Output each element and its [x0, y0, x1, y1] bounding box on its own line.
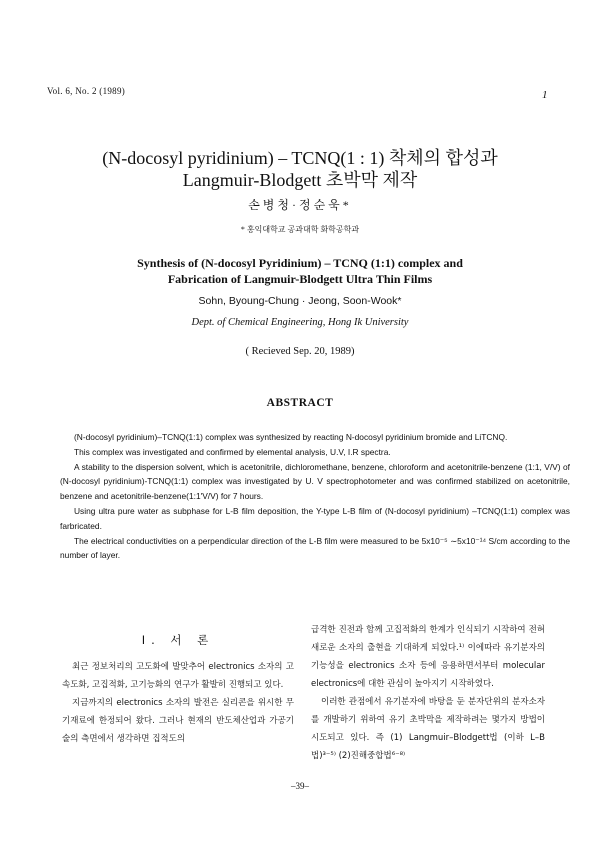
title-en-line2: Fabrication of Langmuir-Blodgett Ultra Thin Films	[167, 272, 433, 286]
affiliation-ko: * 홍익대학교 공과대학 화학공학과	[240, 225, 360, 234]
abstract-paragraph: The electrical conductivities on a perpendicular direction of the L-B film were measured to be 5x10⁻⁵ ∼5x10⁻¹⁴ S/cm according to the number of layer.	[60, 535, 570, 561]
page-marker: 1	[542, 89, 548, 101]
authors-ko: 손병청·정순욱*	[248, 198, 352, 212]
department: Dept. of Chemical Engineering, Hong Ik University	[191, 317, 409, 328]
left-column	[62, 658, 294, 748]
abstract-paragraph: (N-docosyl pyridinium)–TCNQ(1:1) complex was synthesized by reacting N-docosyl pyridinium bromide and LiTCNQ.	[74, 432, 508, 442]
right-column	[311, 621, 545, 765]
received-date: ( Recieved Sep. 20, 1989)	[245, 346, 355, 357]
abstract-body	[60, 430, 570, 563]
title-en-line1: Synthesis of (N-docosyl Pyridinium) – TCNQ (1:1) complex and	[137, 256, 463, 270]
body-paragraph: 지금까지의 electronics 소자의 발전은 실리콘을 위시한 무기재료에 한정되어 왔다. 그러나 현재의 반도체산업과 가공기술의 측면에서 생각하면 집적도의	[62, 698, 294, 744]
body-paragraph: 이러한 관점에서 유기분자에 바탕을 둔 분자단위의 분자소자를 개발하기 위하여 유기 초박막을 제작하려는 몇가지 방법이 시도되고 있다. 즉 (1) Langmuir–Blodgett법 (이하 L–B법)³⁻⁵⁾ (2)진해중합법⁶⁻⁸⁾	[311, 697, 545, 761]
body-paragraph: 급격한 진전과 함께 고집적화의 한계가 인식되기 시작하여 전혀 새로운 소자의 출현을 기대하게 되었다.¹⁾ 이에따라 유기분자의 기능성을 electronics 소자 등에 응용하면서부터 molecular electronics에 대한 관심이 높아지기 시작하였다.	[311, 625, 545, 689]
body-paragraph: 최근 정보처리의 고도화에 발맞추어 electronics 소자의 고속도화, 고집적화, 고기능화의 연구가 활발히 진행되고 있다.	[62, 662, 294, 690]
title-ko-line2: Langmuir-Blodgett 초박막 제작	[182, 170, 418, 190]
title-ko-line1: (N-docosyl pyridinium) – TCNQ(1 : 1) 착체의 합성과	[102, 148, 498, 168]
volume-header: Vol. 6, No. 2 (1989)	[47, 86, 126, 96]
section-heading: I. 서 론	[141, 633, 215, 647]
authors-en: Sohn, Byoung-Chung · Jeong, Soon-Wook*	[198, 295, 402, 307]
abstract-paragraph: A stability to the dispersion solvent, which is acetonitrile, dichloromethane, benzene, chloroform and acetonitrile-benzene (1:1, V/V) of (N-docosyl pyridinium)-TCNQ(1:1) complex was investigated by U. V spectrophotometer and was confirmed stabilized on acetonitrile, benzene and acetonitrile-benzene(1:1'V/V) for 7 hours.	[60, 461, 570, 502]
abstract-paragraph: This complex was investigated and confirmed by elemental analysis, U.V, I.R spectra.	[74, 446, 391, 457]
abstract-heading: ABSTRACT	[266, 397, 334, 409]
abstract-paragraph: Using ultra pure water as subphase for L-B film deposition, the Y-type L-B film of (N-docosyl pyridinium) –TCNQ(1:1) complex was farbricated.	[60, 505, 570, 531]
page-number: –39–	[291, 781, 309, 791]
